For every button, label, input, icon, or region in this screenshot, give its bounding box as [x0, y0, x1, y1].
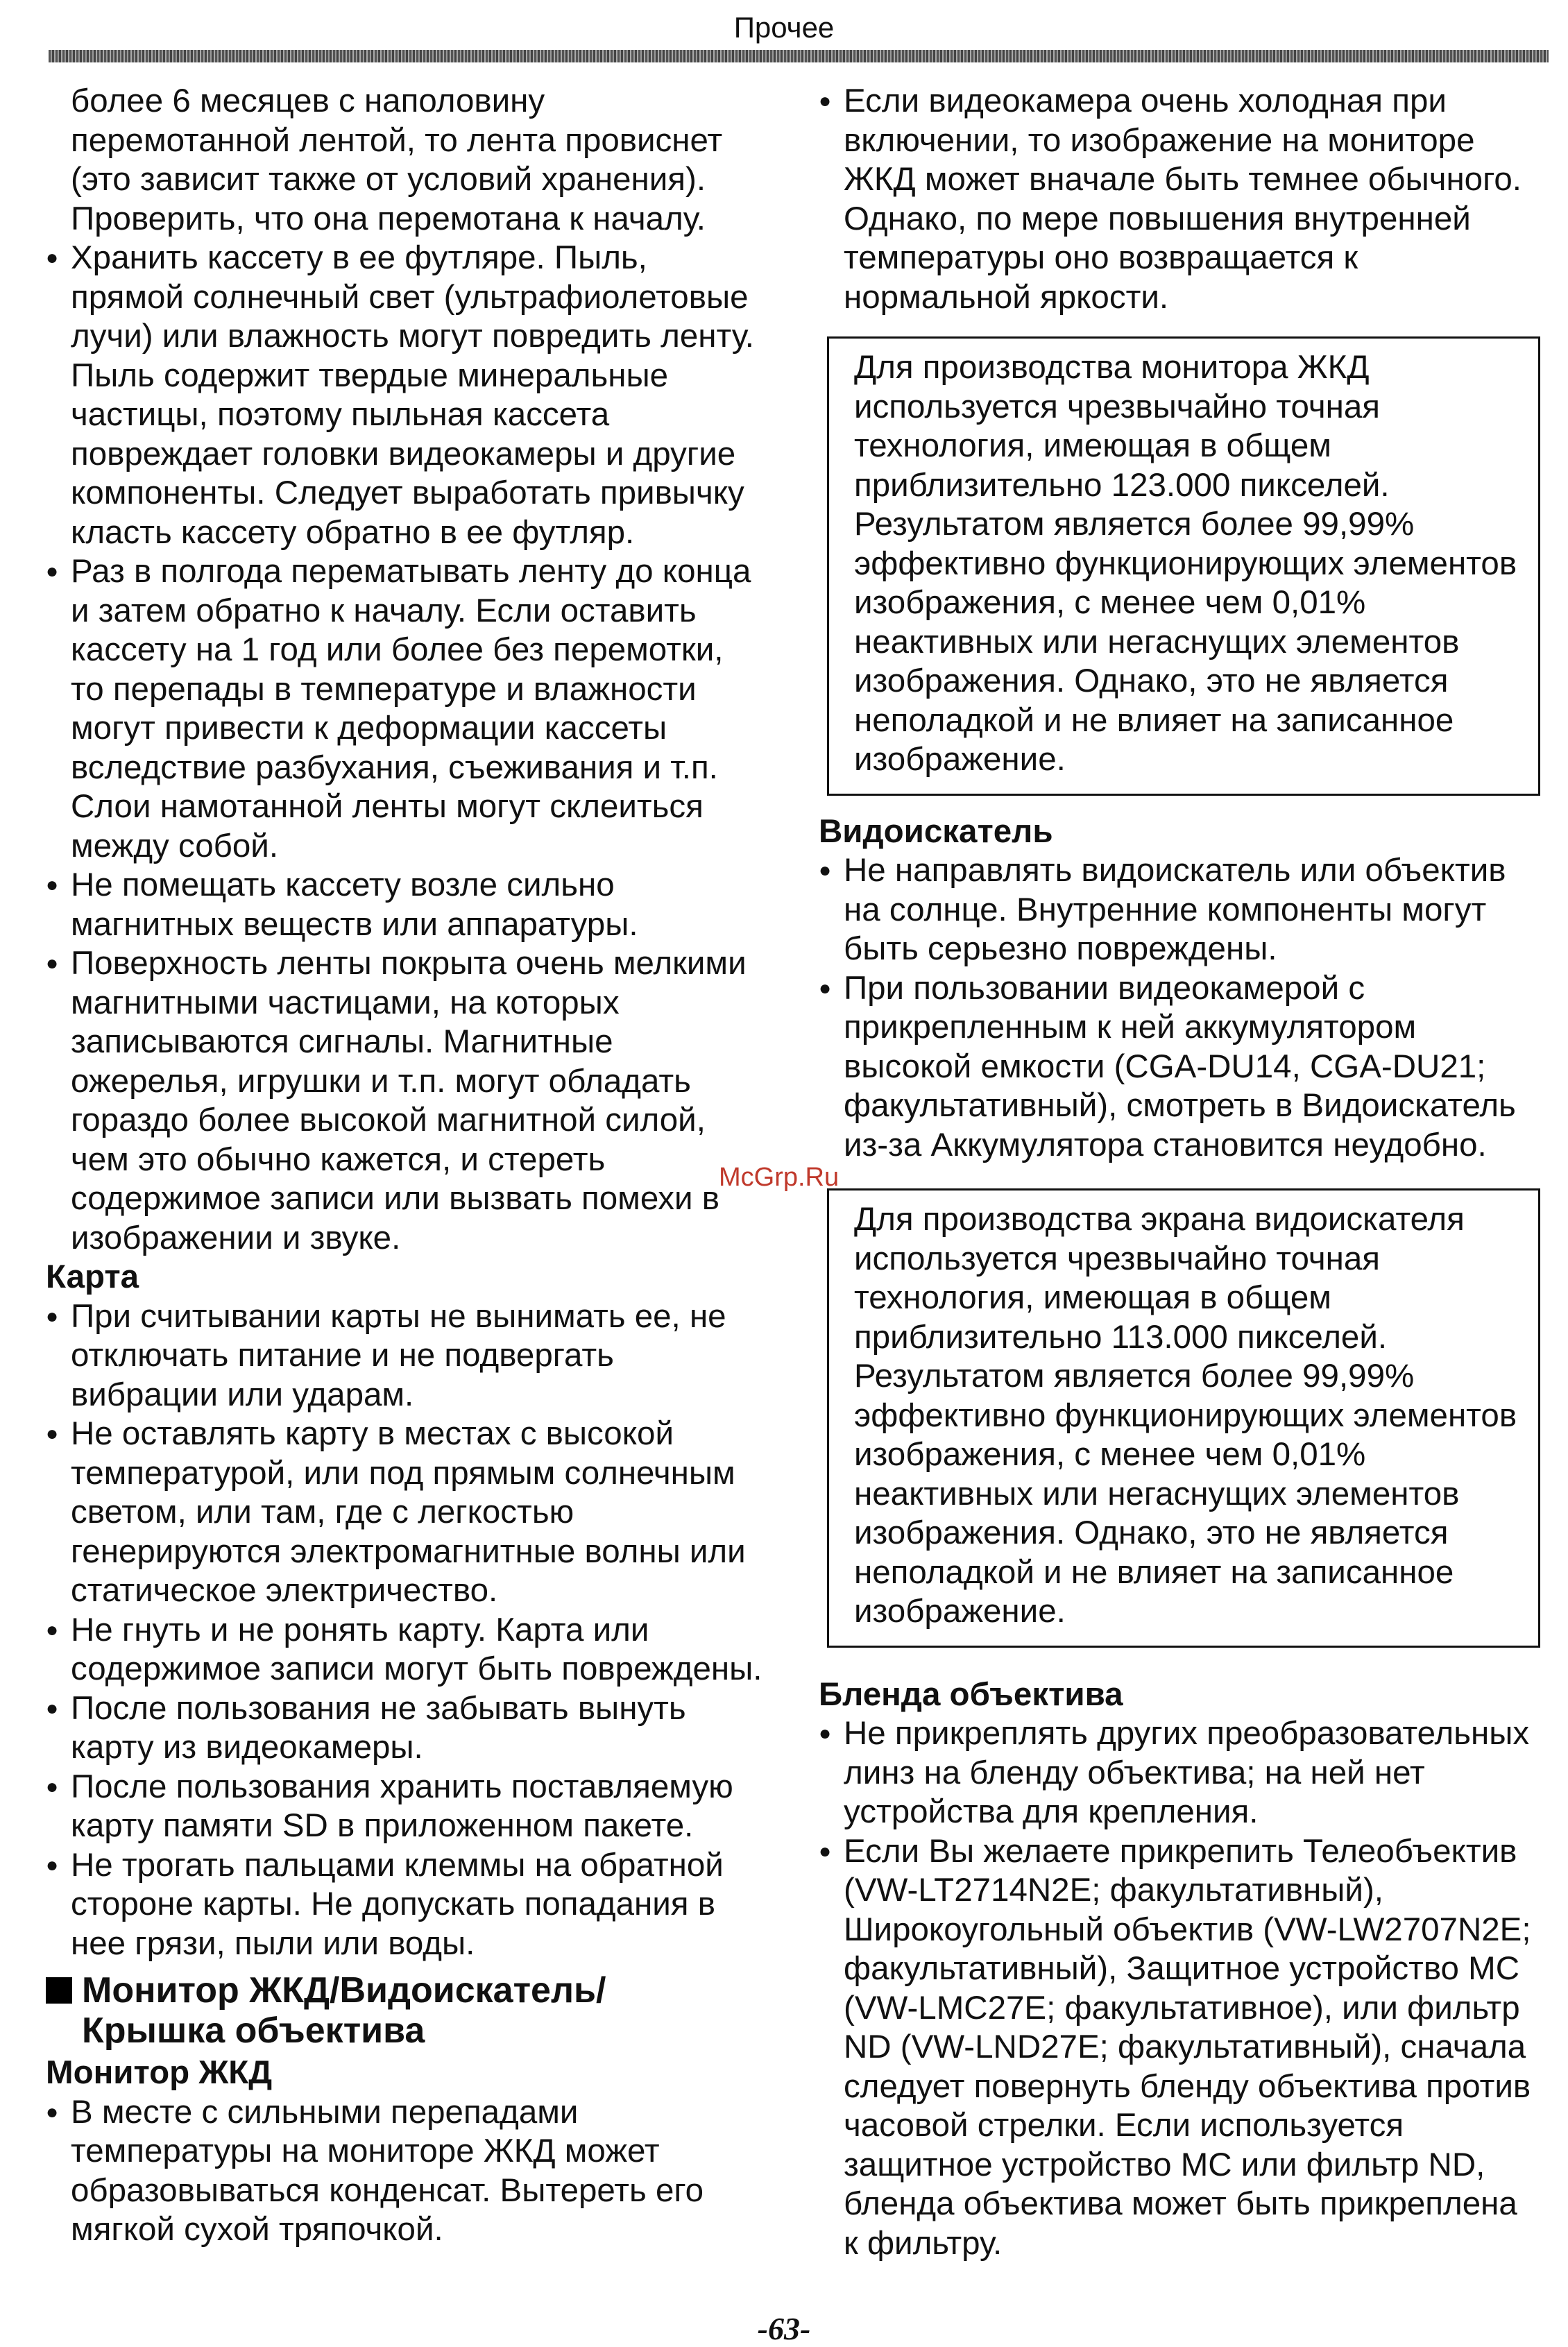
section-heading-line1: Монитор ЖКД/Видоискатель/ — [82, 1970, 606, 2011]
list-item: ● Не гнуть и не ронять карту. Карта или содержимое записи могут быть повреждены. — [46, 1611, 763, 1689]
lcd-heading: Монитор ЖКД — [46, 2054, 273, 2091]
header-rule — [49, 50, 1549, 62]
list-item: ● Не прикреплять других преобразовательных линз на бленду объектива; на ней нет устройства для крепления. — [819, 1714, 1540, 1832]
list-item: ● При пользовании видеокамерой с прикрепленным к ней аккумулятором высокой емкости (CGA-DU14, CGA-DU21; факультативный), смотреть в Видоискатель из-за Аккумулятора становится неудобно. — [819, 969, 1540, 1166]
list-item: ● После пользования не забывать вынуть карту из видеокамеры. — [46, 1689, 763, 1768]
section-heading — [46, 1970, 763, 2051]
list-item: ● Если видеокамера очень холодная при включении, то изображение на мониторе ЖКД может вначале быть темнее обычного. Однако, по мере повышения внутренней температуры оно возвращается к нормальной яркости. — [819, 82, 1540, 317]
section-square-icon — [46, 1977, 72, 2004]
list-item: ● Не помещать кассету возле сильно магнитных веществ или аппаратуры. — [46, 866, 763, 944]
list-item: ● Хранить кассету в ее футляре. Пыль, прямой солнечный свет (ультрафиолетовые лучи) или влажность могут повредить ленту. Пыль содержит твердые минеральные частицы, поэтому пыльная кассета повреждает головки видеокамеры и другие компоненты. Следует выработать привычку класть кассету обратно в ее футляр. — [46, 239, 763, 552]
watermark: McGrp.Ru — [719, 1163, 840, 1192]
list-item: ● Поверхность ленты покрыта очень мелкими магнитными частицами, на которых записываются сигналы. Магнитные ожерелья, игрушки и т.п. могут обладать гораздо более высокой магнитной силой, чем это обычно кажется, и стереть содержимое записи или вызвать помехи в изображении и звуке. — [46, 944, 763, 1258]
page-header — [0, 0, 1568, 69]
hood-heading: Бленда объектива — [819, 1675, 1123, 1713]
list-item: ● Не направлять видоискатель или объектив на солнце. Внутренние компоненты могут быть серьезно повреждены. — [819, 851, 1540, 969]
section-heading-line2: Крышка объектива — [82, 2011, 425, 2051]
viewfinder-note-box: Для производства экрана видоискателя используется чрезвычайно точная технология, имеющая в общем приблизительно 113.000 пикселей. Результатом является более 99,99% эффективно функционирующих элементов изображения, с менее чем 0,01% неактивных или негаснущих элементов изображения. Однако, это не является неполадкой и не влияет на записанное изображение. — [827, 1188, 1540, 1648]
page-number: -63- — [757, 2311, 811, 2346]
list-item: ● При считывании карты не вынимать ее, не отключать питание и не подвергать вибрации или ударам. — [46, 1297, 763, 1415]
card-heading: Карта — [46, 1258, 139, 1295]
viewfinder-heading: Видоискатель — [819, 812, 1053, 850]
list-item: ● Не оставлять карту в местах с высокой температурой, или под прямым солнечным светом, или там, где с легкостью генерируются электромагнитные волны или статическое электричество. — [46, 1415, 763, 1611]
list-item: ● Если Вы желаете прикрепить Телеобъектив (VW-LT2714N2E; факультативный), Широкоугольный объектив (VW-LW2707N2E; факультативный), Защитное устройство MC (VW-LMC27E; факультативное), или фильтр ND (VW-LND27E; факультативный), сначала следует повернуть бленду объектива против часовой стрелки. Если используется защитное устройство MC или фильтр ND, бленда объектива может быть прикреплена к фильтру. — [819, 1832, 1540, 2264]
right-column — [819, 82, 1540, 2263]
list-item: ● После пользования хранить поставляемую карту памяти SD в приложенном пакете. — [46, 1768, 763, 1846]
list-item: ● Не трогать пальцами клеммы на обратной стороне карты. Не допускать попадания в нее грязи, пыли или воды. — [46, 1846, 763, 1964]
list-item: ● В месте с сильными перепадами температуры на мониторе ЖКД может образовываться конденсат. Вытереть его мягкой сухой тряпочкой. — [46, 2093, 763, 2250]
lcd-note-box: Для производства монитора ЖКД используется чрезвычайно точная технология, имеющая в общем приблизительно 123.000 пикселей. Результатом является более 99,99% эффективно функционирующих элементов изображения, с менее чем 0,01% неактивных или негаснущих элементов изображения. Однако, это не является неполадкой и не влияет на записанное изображение. — [827, 336, 1540, 796]
left-column — [46, 82, 763, 2250]
header-title: Прочее — [733, 11, 835, 44]
list-item: ● Раз в полгода перематывать ленту до конца и затем обратно к началу. Если оставить кассету на 1 год или более без перемотки, то перепады в температуре и влажности могут привести к деформации кассеты вследствие разбухания, съеживания и т.п. Слои намотанной ленты могут склеиться между собой. — [46, 552, 763, 866]
intro-paragraph: более 6 месяцев с наполовину перемотанной лентой, то лента провиснет (это зависит также от условий хранения). Проверить, что она перемотана к началу. — [71, 83, 723, 237]
